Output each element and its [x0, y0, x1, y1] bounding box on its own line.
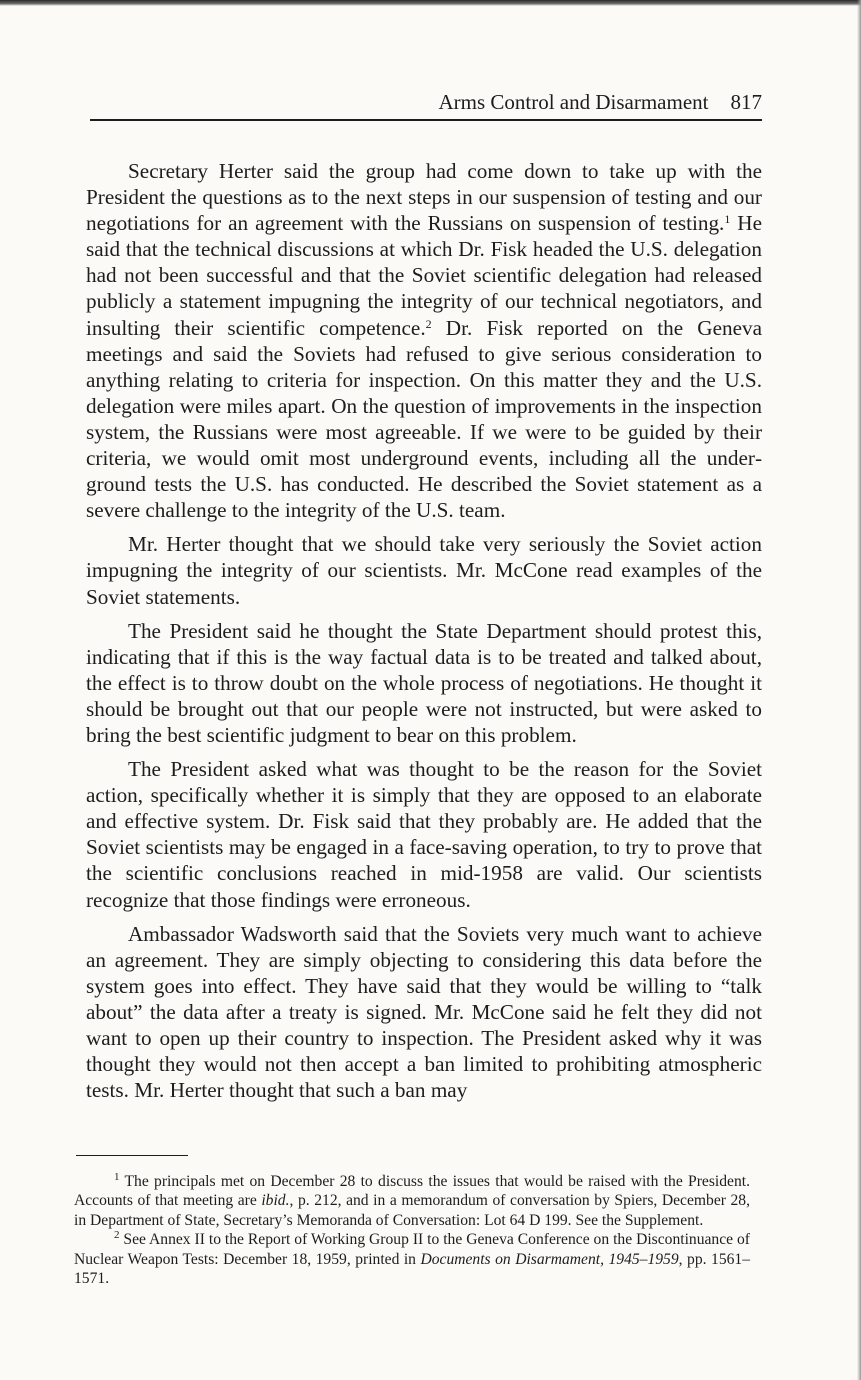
paragraph-3: The President said he thought the State Department should protest this, indicating that if this is the way factual data is to be treated and talked about, the effect is to throw doubt on the whole process of negotiations. He thought it should be brought out that our people were not instructed, but were asked to bring the best scientific judgment to bear on this problem. — [86, 618, 762, 747]
footnote-2-number: 2 — [114, 1229, 120, 1242]
footnote-ref-2: 2 — [425, 316, 432, 331]
paragraph-1-part-a: Secretary Herter said the group had come down to take up with the President the questions as to the next steps in our suspension of testing and our negotiations for an agreement with the Russians on suspension of testing. — [86, 159, 762, 236]
footnote-2-title: Documents on Disarmament, 1945–1959 — [420, 1250, 679, 1268]
footnote-1 — [74, 1172, 750, 1230]
paragraph-1-part-b: He said that the technical discussions at which Dr. Fisk headed the U.S. delegation had not been successful and that the Soviet scientific delegation had released publicly a statement impugning the integrity of our technical negotiators, and insulting their scientific competence. — [86, 211, 762, 340]
running-header — [90, 88, 762, 121]
footnotes — [74, 1172, 750, 1288]
scan-edge-top — [0, 0, 861, 6]
footnote-1-part-a: The principals met on December 28 to discuss the issues that would be raised with the President. Accounts of that meeting are — [74, 1173, 750, 1210]
scan-edge-right — [857, 0, 861, 1380]
paragraph-4: The President asked what was thought to be the reason for the Soviet action, specifically whether it is simply that they are opposed to an elaborate and effective system. Dr. Fisk said that they probably are. He added that the Soviet scientists may be engaged in a face-saving operation, to try to prove that the scientific conclusions reached in mid-1958 are valid. Our scientists recognize that those findings were erroneous. — [86, 757, 762, 912]
paragraph-2: Mr. Herter thought that we should take very seriously the Soviet action impugning the integrity of our scientists. Mr. McCone read examples of the Soviet statements. — [86, 532, 762, 609]
body-text — [86, 158, 762, 1111]
footnote-2 — [74, 1230, 750, 1288]
paragraph-1 — [86, 158, 762, 523]
footnote-1-ibid: ibid. — [261, 1192, 290, 1210]
footnote-1-number: 1 — [114, 1171, 120, 1183]
footnote-rule — [76, 1155, 188, 1156]
footnote-2-part-a: See Annex II to the Report of Working Group II to the Geneva Conference on the Discontinuance of Nuclear Weapon Tests: December 18, 1959, printed in — [74, 1231, 750, 1268]
paragraph-5: Ambassador Wadsworth said that the Soviets very much want to achieve an agreement. They are simply objecting to considering this data before the system goes into effect. They have said that they would be willing to “talk about” the data after a treaty is signed. Mr. McCone said he felt they did not want to open up their country to inspection. The President asked why it was thought they would not then accept a ban limited to prohibiting atmospheric tests. Mr. Herter thought that such a ban may — [86, 921, 762, 1103]
page-number: 817 — [730, 90, 762, 114]
running-title: Arms Control and Disarmament — [438, 90, 709, 114]
paragraph-1-part-c: Dr. Fisk reported on the Geneva meetings and said the Soviets had refused to give serious consideration to anything relating to criteria for inspection. On this matter they and the U.S. delegation were miles apart. On the question of improvements in the inspection system, the Russians were most agreeable. If we were to be guided by their criteria, we would omit most underground events, including all the underground tests the U.S. has conducted. He described the Soviet statement as a severe challenge to the integrity of the U.S. team. — [86, 315, 762, 523]
footnote-2-part-b: , pp. 1561–1571. — [74, 1250, 751, 1288]
footnote-ref-1: 1 — [724, 212, 731, 227]
footnote-1-part-b: , p. 212, and in a memorandum of conversation by Spiers, December 28, in Department of State, Secretary’s Memoranda of Conversation: Lot 64 D 199. See the Supplement. — [74, 1192, 750, 1229]
